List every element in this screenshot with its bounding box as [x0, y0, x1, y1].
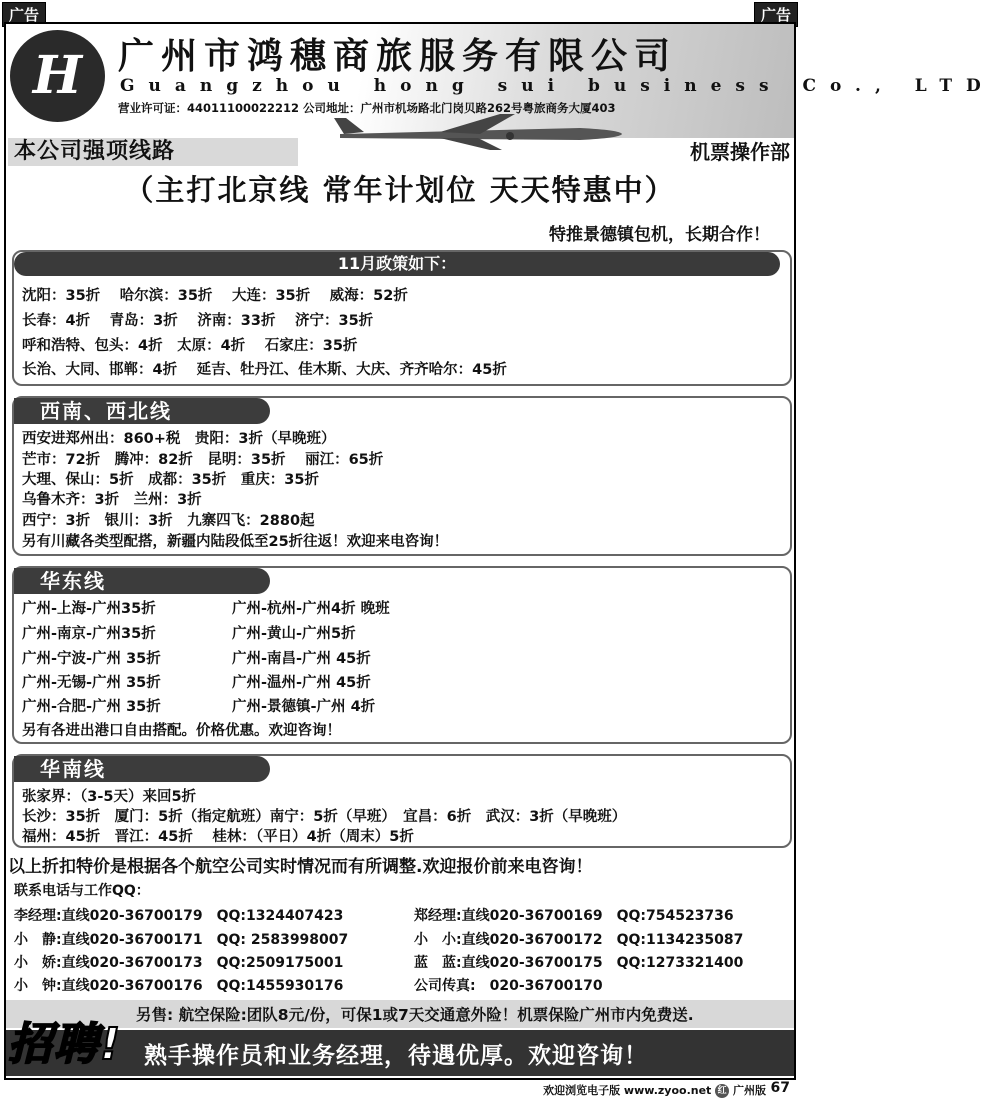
footer-edition: 广州版: [733, 1084, 766, 1097]
department-label: 机票操作部: [690, 140, 790, 164]
company-en-name: Guangzhou hong sui business Co., LTD: [120, 76, 995, 96]
contact-phone: 直线020-36700175: [461, 955, 603, 971]
contact-row: [14, 905, 343, 925]
contact-name: 小 娇:: [14, 955, 62, 971]
company-license: 营业许可证：440111000222​12 公司地址：广州市机场路北门岗贝路262号粤旅商务大厦403: [118, 101, 616, 115]
east-route: 广州-上海-广州35折: [22, 601, 156, 617]
recruit-text: 熟手操作员和业务经理，待遇优厚。欢迎咨询！: [144, 1043, 648, 1069]
footer-text: 欢迎浏览电子版 www.zyoo.net: [543, 1084, 712, 1097]
special-offer: 特推景德镇包机，长期合作！: [549, 225, 770, 245]
contact-phone: 直线020-36700171: [61, 932, 203, 948]
east-route: 广州-杭州-广州4折 晚班: [232, 601, 390, 617]
price-note: 以上折扣特价是根据各个航空公司实时情况而有所调整.欢迎报价前来电咨询！: [8, 857, 593, 877]
southwest-line: 另有川藏各类型配搭，新疆内陆段低至25折往返！欢迎来电咨询！: [22, 534, 449, 550]
east-route: 广州-景德镇-广州 4折: [232, 699, 376, 715]
contact-name: 小 钟:: [14, 978, 62, 994]
insurance-text: 另售: 航空保险:团队8元/份，可保1或7天交通意外险！机票保险广州市内免费送.: [136, 1006, 694, 1024]
headline: （主打北京线 常年计划位 天天特惠中）: [124, 173, 676, 207]
policy-line: 沈阳：35折 哈尔滨：35折 大连：35折 威海：52折: [22, 288, 408, 304]
contact-row: [14, 929, 348, 949]
contact-qq: QQ: 2583998007: [216, 932, 349, 948]
contact-row: [414, 929, 743, 949]
east-route: 广州-南昌-广州 45折: [232, 651, 371, 667]
contact-row: [414, 905, 734, 925]
ad-label-left: 广告: [2, 2, 46, 27]
contact-qq: QQ:1134235087: [616, 932, 744, 948]
contact-name: 公司传真:: [414, 978, 476, 994]
contact-name: 蓝 蓝:: [414, 955, 462, 971]
contact-heading: 联系电话与工作QQ：: [14, 883, 150, 899]
contact-row: [414, 975, 603, 995]
south-line: 张家界：（3-5天）来回5折: [22, 789, 197, 805]
insurance-banner: [6, 1000, 794, 1028]
contact-name: 郑经理:: [414, 908, 462, 924]
south-title: 华南线: [14, 756, 270, 782]
east-note: 另有各进出港口自由搭配。价格优惠。欢迎咨询！: [22, 723, 341, 739]
contact-row: [414, 952, 743, 972]
policy-line: 长治、大同、邯郸：4折 延吉、牡丹江、佳木斯、大庆、齐齐哈尔：45折: [22, 362, 507, 378]
southwest-line: 芒市：72折 腾冲：82折 昆明：35折 丽江：65折: [22, 452, 384, 468]
badge-icon: 红: [715, 1084, 729, 1098]
contact-phone: 直线020-36700172: [461, 932, 603, 948]
contact-qq: QQ:754523736: [616, 908, 734, 924]
company-cn-name: 广州市鸿穗商旅服务有限公司: [118, 35, 678, 77]
contact-phone: 020-36700170: [489, 978, 603, 994]
east-route: 广州-宁波-广州 35折: [22, 651, 161, 667]
contact-qq: QQ:2509175001: [216, 955, 344, 971]
page-number: 67: [770, 1080, 790, 1096]
recruit-banner: [6, 1030, 794, 1076]
east-route: 广州-无锡-广州 35折: [22, 675, 161, 691]
recruit-label: 招聘!: [8, 1019, 123, 1070]
contact-name: 李经理:: [14, 908, 62, 924]
southwest-line: 乌鲁木齐：3折 兰州：3折: [22, 492, 202, 508]
contact-name: 小 小:: [414, 932, 462, 948]
airplane-icon: [330, 112, 630, 152]
contact-row: [14, 952, 343, 972]
southwest-line: 大理、保山：5折 成都：35折 重庆：35折: [22, 472, 319, 488]
east-route: 广州-合肥-广州 35折: [22, 699, 161, 715]
contact-phone: 直线020-36700176: [61, 978, 203, 994]
southwest-title: 西南、西北线: [14, 398, 270, 424]
southwest-line: 西宁：3折 银川：3折 九寨四飞：2880起: [22, 513, 315, 529]
south-line: 福州：45折 晋江：45折 桂林：（平日）4折（周末）5折: [22, 829, 414, 845]
contact-phone: 直线020-36700169: [461, 908, 603, 924]
logo-letter: H: [32, 45, 83, 106]
strong-route-label: 本公司强项线路: [8, 138, 298, 166]
east-route: 广州-温州-广州 45折: [232, 675, 371, 691]
ad-label-right: 广告: [754, 2, 798, 27]
southwest-line: 西安进郑州出：860+税 贵阳：3折（早晚班）: [22, 431, 336, 447]
east-title: 华东线: [14, 568, 270, 594]
east-route: 广州-南京-广州35折: [22, 626, 156, 642]
contact-phone: 直线020-36700179: [61, 908, 203, 924]
footer: [543, 1082, 766, 1098]
policy-line: 长春：4折 青岛：3折 济南：33折 济宁：35折: [22, 313, 374, 329]
policy-title: 11月政策如下：: [14, 252, 780, 276]
contact-qq: QQ:1273321400: [616, 955, 744, 971]
contact-qq: QQ:1324407423: [216, 908, 344, 924]
contact-row: [14, 975, 343, 995]
east-route: 广州-黄山-广州5折: [232, 626, 356, 642]
policy-line: 呼和浩特、包头：4折 太原：4折 石家庄：35折: [22, 338, 358, 354]
contact-name: 小 静:: [14, 932, 62, 948]
contact-qq: QQ:1455930176: [216, 978, 344, 994]
contact-phone: 直线020-36700173: [61, 955, 203, 971]
south-line: 长沙：35折 厦门：5折（指定航班）南宁：5折（早班） 宜昌：6折 武汉：3折（早晚班）: [22, 809, 627, 825]
